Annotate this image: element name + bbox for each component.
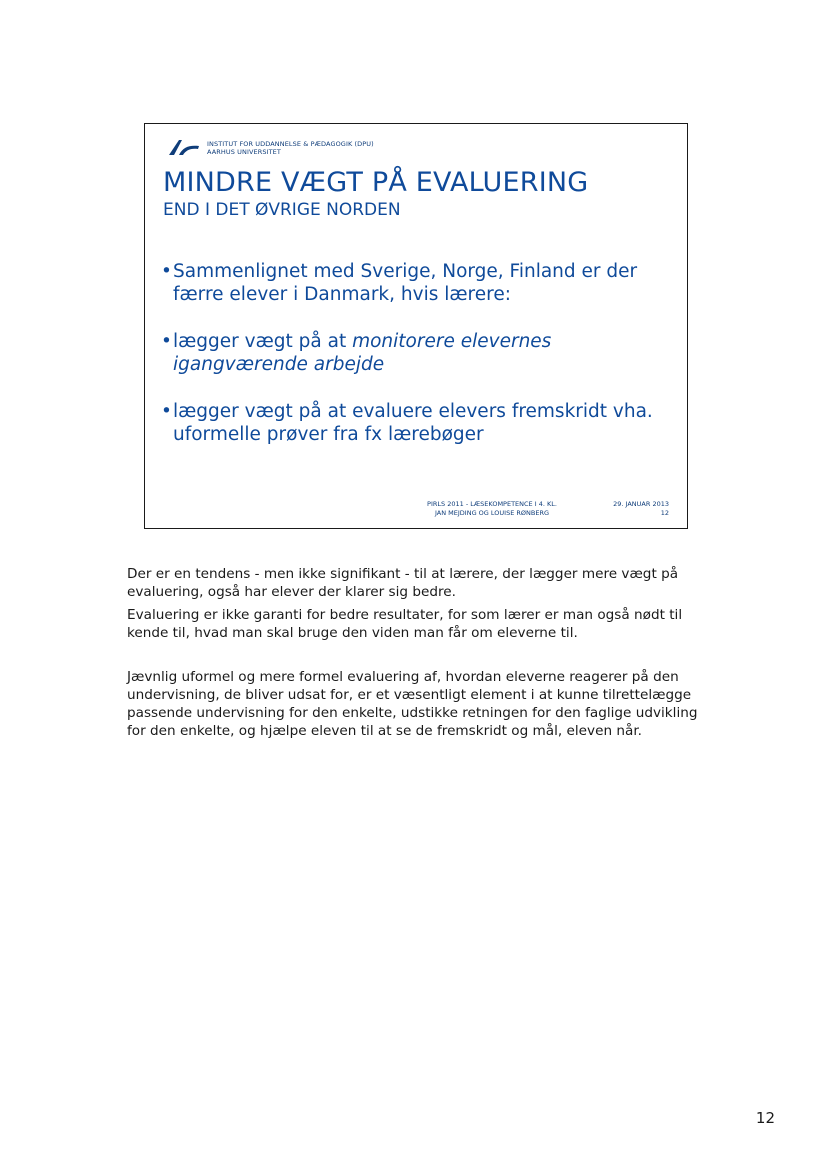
footer-date: 29. JANUAR 2013 xyxy=(613,500,669,508)
bullet-dot: • xyxy=(161,261,172,282)
bullet-item-1 xyxy=(161,260,681,306)
bullet-dot: • xyxy=(161,401,172,422)
bullet-text: Sammenlignet med Sverige, Norge, Finland er der færre elever i Danmark, hvis lærere: xyxy=(173,261,638,305)
speaker-notes xyxy=(127,565,712,745)
bullet-text: lægger vægt på at evaluere elevers fremskridt vha. uformelle prøver fra fx lærebøger xyxy=(173,401,653,445)
slide-thumbnail xyxy=(144,123,688,529)
slide-footer-course xyxy=(407,500,577,518)
bullet-item-2 xyxy=(161,330,681,376)
institute-line-1: INSTITUT FOR UDDANNELSE & PÆDAGOGIK (DPU) xyxy=(207,140,374,148)
bullet-text-emphasis: monitorere elevernes igangværende arbejde xyxy=(173,331,552,375)
slide-title: MINDRE VÆGT PÅ EVALUERING xyxy=(163,167,589,198)
bullet-item-3 xyxy=(161,400,681,446)
bullet-dot: • xyxy=(161,331,172,352)
footer-course-line-1: PIRLS 2011 - LÆSEKOMPETENCE I 4. KL. xyxy=(427,500,557,508)
notes-paragraph-2: Evaluering er ikke garanti for bedre resultater, for som lærer er man også nødt til kende til, hvad man skal bruge den viden man får om eleverne til. xyxy=(127,607,683,641)
footer-slide-number: 12 xyxy=(660,509,669,517)
footer-course-line-2: JAN MEJDING OG LOUISE RØNBERG xyxy=(434,509,549,517)
notes-paragraph-1: Der er en tendens - men ikke signifikant - til at lærere, der lægger mere vægt på evaluering, også har elever der klarer sig bedre. xyxy=(127,566,679,600)
page-number: 12 xyxy=(755,1109,775,1127)
bullet-text-prefix: lægger vægt på at xyxy=(173,331,353,352)
institute-line-2: AARHUS UNIVERSITET xyxy=(207,148,281,156)
aarhus-university-logo-icon xyxy=(167,137,201,157)
institute-name xyxy=(207,140,374,156)
slide-subtitle: END I DET ØVRIGE NORDEN xyxy=(163,200,401,220)
slide-footer-date xyxy=(585,500,669,518)
bullet-list xyxy=(161,260,681,470)
notes-paragraph-3: Jævnlig uformel og mere formel evaluering af, hvordan eleverne reagerer på den undervisning, de bliver udsat for, er et væsentligt element i at kunne tilrettelægge passende undervisning for den enkelte, udstikke retningen for den faglige udvikling for den enkelte, og hjælpe eleven til at se de fremskridt og mål, eleven når. xyxy=(127,669,698,739)
